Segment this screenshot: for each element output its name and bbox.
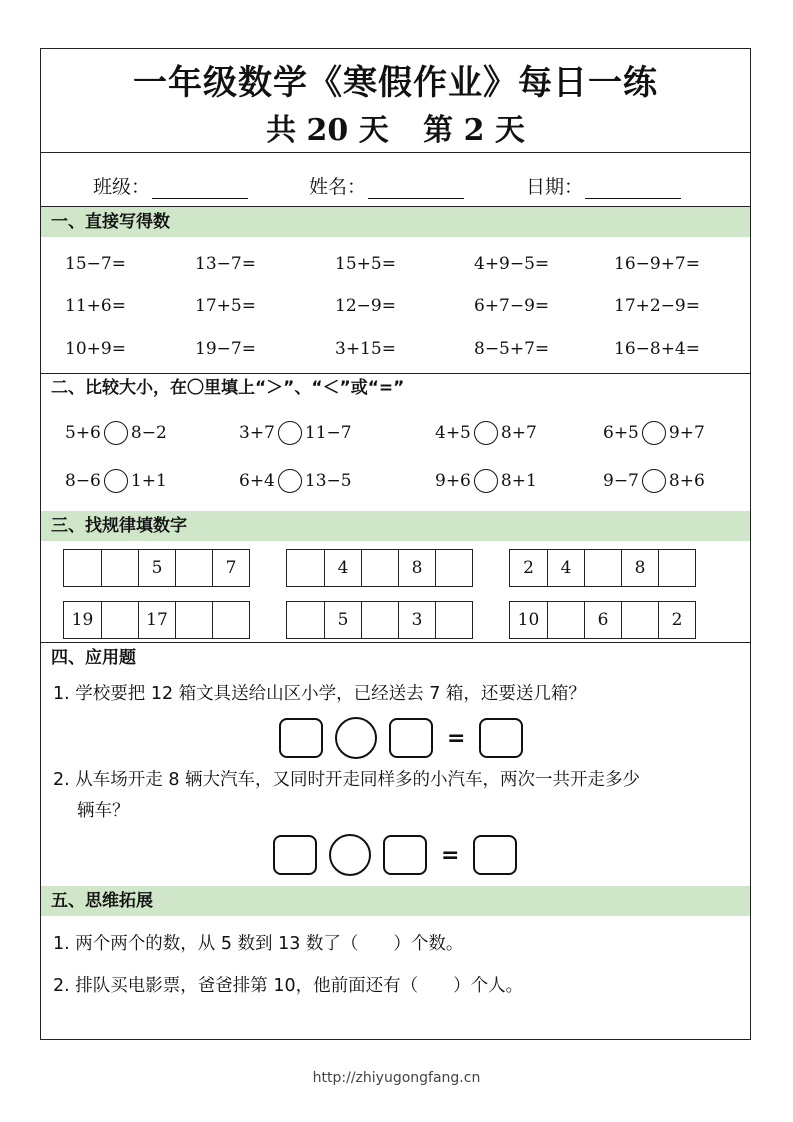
sequence-blank-cell[interactable] xyxy=(175,550,212,586)
right-expression: 8−2 xyxy=(130,423,167,443)
arithmetic-problem: 17+2−9= xyxy=(614,296,700,316)
equals-sign: = xyxy=(447,725,466,751)
sequence-cell: 8 xyxy=(621,550,658,586)
sequence-blank-cell[interactable] xyxy=(361,550,398,586)
date-label: 日期： xyxy=(526,176,584,198)
word-problem-1: 1. 学校要把 12 箱文具送给山区小学，已经送去 7 箱，还要送几箱？ xyxy=(53,684,586,704)
sequence-cell: 2 xyxy=(523,558,534,578)
word-problem-2-line1: 2. 从车场开走 8 辆大汽车，又同时开走同样多的小汽车，两次一共开走多少 xyxy=(53,770,641,790)
sequence-row xyxy=(63,601,250,639)
arithmetic-problem: 16−8+4= xyxy=(614,339,700,359)
sequence-blank-cell[interactable] xyxy=(658,550,695,586)
left-expression: 8−6 xyxy=(65,471,101,491)
right-expression: 9+7 xyxy=(668,423,705,443)
sequence-blank-cell[interactable] xyxy=(435,550,472,586)
thinking-question-1: 1. 两个两个的数，从 5 数到 13 数了（ ）个数。 xyxy=(53,934,464,954)
answer-equation-1 xyxy=(279,717,523,759)
class-label: 班级： xyxy=(93,176,151,198)
compare-circle[interactable] xyxy=(642,421,666,445)
result-box[interactable] xyxy=(479,718,523,758)
sequence-cell: 5 xyxy=(138,550,175,586)
sequence-cell: 10 xyxy=(517,610,540,630)
sequence-blank-cell[interactable] xyxy=(287,602,324,638)
sequence-row xyxy=(509,601,696,639)
comparison-item xyxy=(65,421,167,445)
student-info-row xyxy=(41,152,750,206)
left-expression: 9+6 xyxy=(435,471,471,491)
name-field xyxy=(309,172,464,199)
compare-circle[interactable] xyxy=(474,469,498,493)
arithmetic-problem: 13−7= xyxy=(195,254,256,274)
sequence-cell: 17 xyxy=(138,602,175,638)
section5-heading: 五、思维拓展 xyxy=(41,886,750,916)
sequence-cell: 4 xyxy=(547,550,584,586)
title-box xyxy=(41,49,750,153)
comparison-item xyxy=(435,421,537,445)
left-expression: 4+5 xyxy=(435,423,471,443)
sequence-blank-cell[interactable] xyxy=(584,550,621,586)
section4-heading: 四、应用题 xyxy=(51,648,136,668)
compare-circle[interactable] xyxy=(278,421,302,445)
sequence-blank-cell[interactable] xyxy=(175,602,212,638)
page-title: 一年级数学《寒假作业》每日一练 xyxy=(133,63,658,103)
arithmetic-problem: 6+7−9= xyxy=(474,296,550,316)
comparison-item xyxy=(603,421,705,445)
compare-circle[interactable] xyxy=(104,421,128,445)
answer-box[interactable] xyxy=(383,835,427,875)
sequence-cell: 19 xyxy=(71,610,94,630)
arithmetic-problem: 19−7= xyxy=(195,339,256,359)
sequence-cell: 6 xyxy=(584,602,621,638)
comparison-item xyxy=(239,469,352,493)
worksheet xyxy=(40,48,751,1040)
sequence-blank-cell[interactable] xyxy=(287,550,324,586)
section1-heading: 一、直接写得数 xyxy=(41,207,750,237)
compare-circle[interactable] xyxy=(642,469,666,493)
sequence-blank-cell[interactable] xyxy=(212,602,249,638)
class-blank[interactable] xyxy=(152,178,248,199)
comparison-item xyxy=(239,421,352,445)
compare-circle[interactable] xyxy=(104,469,128,493)
thinking-question-2: 2. 排队买电影票，爸爸排第 10，他前面还有（ ）个人。 xyxy=(53,976,524,996)
answer-box[interactable] xyxy=(389,718,433,758)
arithmetic-problem: 15−7= xyxy=(65,254,126,274)
sequence-blank-cell[interactable] xyxy=(101,550,138,586)
left-expression: 5+6 xyxy=(65,423,101,443)
answer-box[interactable] xyxy=(273,835,317,875)
name-label: 姓名： xyxy=(309,176,367,198)
sequence-blank-cell[interactable] xyxy=(621,602,658,638)
arithmetic-problem: 12−9= xyxy=(335,296,396,316)
left-expression: 3+7 xyxy=(239,423,275,443)
section2-heading: 二、比较大小，在〇里填上“＞”、“＜”或“=” xyxy=(51,378,405,398)
sequence-cell: 4 xyxy=(324,550,361,586)
sequence-cell: 7 xyxy=(212,550,249,586)
right-expression: 13−5 xyxy=(304,471,352,491)
arithmetic-problem: 3+15= xyxy=(335,339,396,359)
sequence-cell: 3 xyxy=(398,602,435,638)
day-subtitle xyxy=(41,105,750,149)
sequence-blank-cell[interactable] xyxy=(101,602,138,638)
right-expression: 11−7 xyxy=(304,423,352,443)
current-day: 第 2 天 xyxy=(423,113,525,148)
sequence-blank-cell[interactable] xyxy=(361,602,398,638)
word-problem-2-line2: 辆车？ xyxy=(77,801,130,821)
sequence-blank-cell[interactable] xyxy=(435,602,472,638)
total-days: 共 20 天 xyxy=(266,113,389,148)
date-blank[interactable] xyxy=(585,178,681,199)
arithmetic-problem: 16−9+7= xyxy=(614,254,700,274)
left-expression: 9−7 xyxy=(603,471,639,491)
arithmetic-problem: 15+5= xyxy=(335,254,396,274)
sequence-cell: 8 xyxy=(398,550,435,586)
answer-equation-2 xyxy=(273,834,517,876)
answer-box[interactable] xyxy=(279,718,323,758)
right-expression: 8+6 xyxy=(668,471,705,491)
sequence-blank-cell[interactable] xyxy=(64,550,101,586)
sequence-cell: 2 xyxy=(658,602,695,638)
right-expression: 8+1 xyxy=(500,471,537,491)
sequence-cell: 5 xyxy=(324,602,361,638)
right-expression: 1+1 xyxy=(130,471,167,491)
sequence-blank-cell[interactable] xyxy=(547,602,584,638)
sequence-row xyxy=(63,549,250,587)
section3-heading: 三、找规律填数字 xyxy=(41,511,750,541)
left-expression: 6+5 xyxy=(603,423,639,443)
operator-circle[interactable] xyxy=(329,834,371,876)
arithmetic-problem: 8−5+7= xyxy=(474,339,550,359)
arithmetic-problem: 17+5= xyxy=(195,296,256,316)
sequence-row xyxy=(286,601,473,639)
sequence-row xyxy=(286,549,473,587)
date-field xyxy=(526,172,681,199)
arithmetic-problem: 4+9−5= xyxy=(474,254,550,274)
result-box[interactable] xyxy=(473,835,517,875)
arithmetic-problem: 10+9= xyxy=(65,339,126,359)
name-blank[interactable] xyxy=(368,178,464,199)
operator-circle[interactable] xyxy=(335,717,377,759)
right-expression: 8+7 xyxy=(500,423,537,443)
class-field xyxy=(93,172,248,199)
equals-sign: = xyxy=(441,842,460,868)
comparison-item xyxy=(65,469,167,493)
compare-circle[interactable] xyxy=(474,421,498,445)
comparison-item xyxy=(603,469,705,493)
footer-url: http://zhiyugongfang.cn xyxy=(312,1070,481,1086)
comparison-item xyxy=(435,469,537,493)
left-expression: 6+4 xyxy=(239,471,275,491)
arithmetic-problem: 11+6= xyxy=(65,296,126,316)
sequence-row xyxy=(509,549,696,587)
compare-circle[interactable] xyxy=(278,469,302,493)
